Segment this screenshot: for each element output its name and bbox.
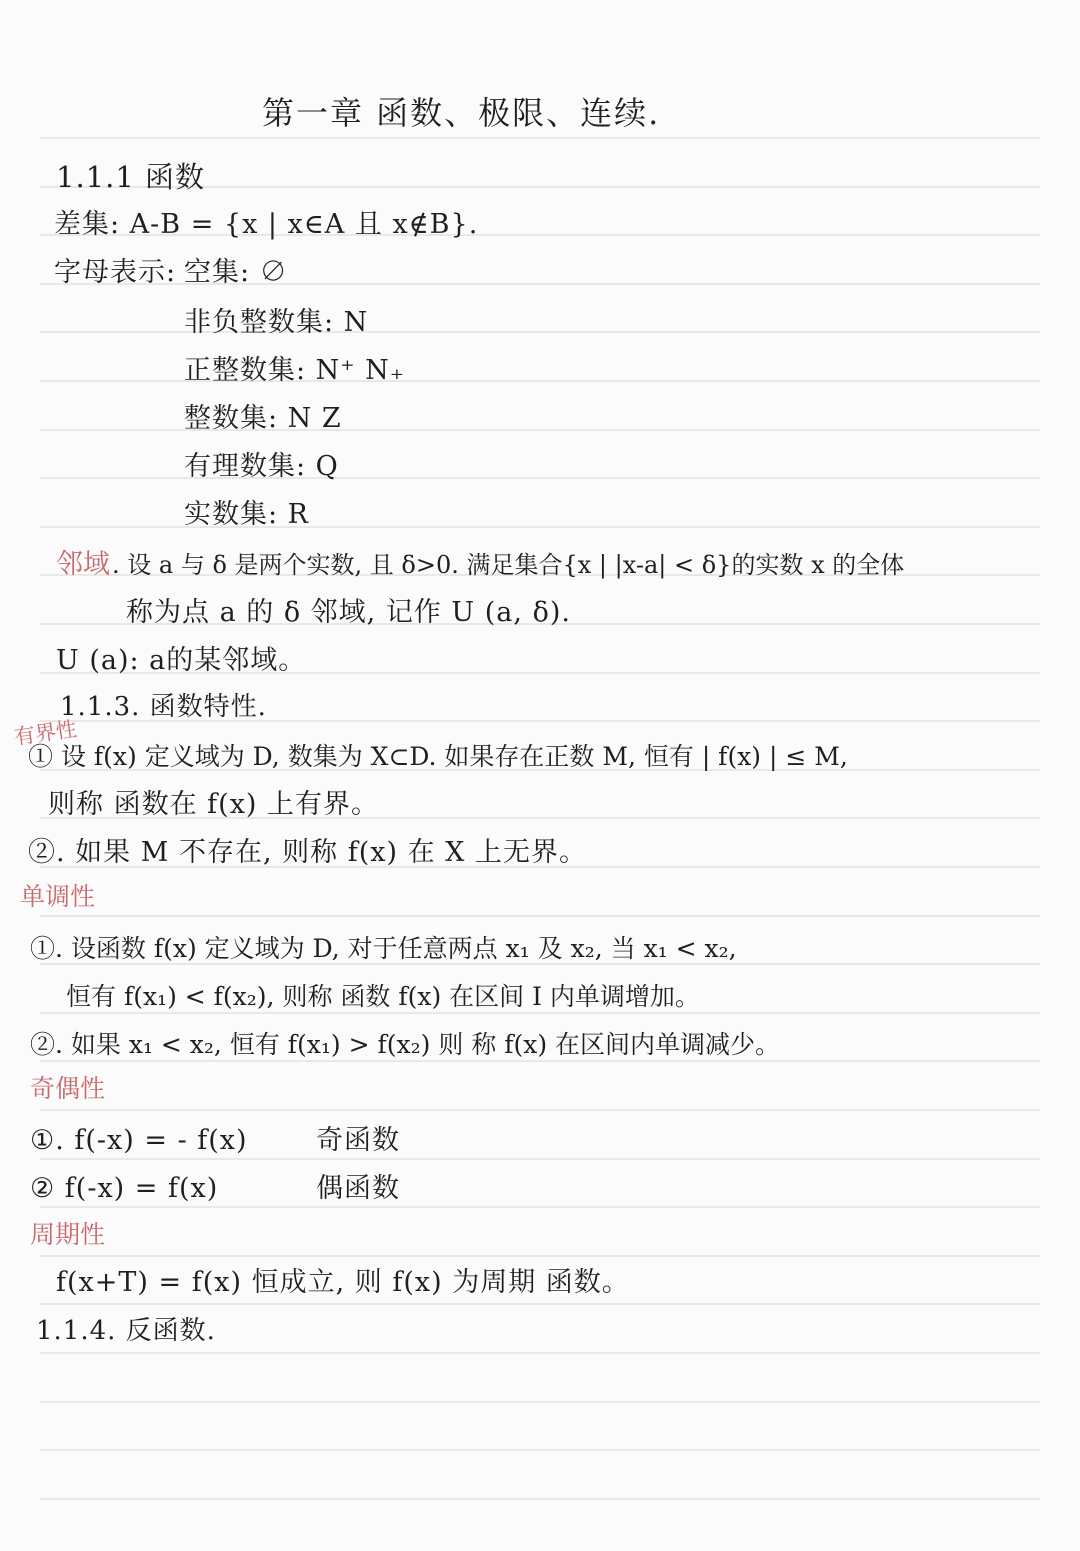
neighborhood-label: 邻域	[56, 549, 110, 580]
odd-formula: ①. f(-x) = - f(x)	[30, 1125, 248, 1156]
bounded-label: 有界性	[12, 716, 79, 750]
even-formula: ② f(-x) = f(x)	[30, 1173, 219, 1204]
section-1-1-1: 1.1.1 函数	[56, 160, 206, 194]
monotonic-line1: ①. 设函数 f(x) 定义域为 D, 对于任意两点 x₁ 及 x₂, 当 x₁ < x₂,	[30, 934, 737, 963]
integers: 整数集: N Z	[184, 403, 342, 434]
monotonic-line2: 恒有 f(x₁) < f(x₂), 则称 函数 f(x) 在区间 I 内单调增加。	[66, 982, 700, 1011]
monotonic-label: 单调性	[20, 882, 96, 911]
monotonic-line3: ②. 如果 x₁ < x₂, 恒有 f(x₁) > f(x₂) 则 称 f(x) 在区间内单调减少。	[30, 1030, 781, 1059]
bounded-line1: ① 设 f(x) 定义域为 D, 数集为 X⊂D. 如果存在正数 M, 恒有 | f(x) | ≤ M,	[28, 742, 848, 771]
parity-label: 奇偶性	[30, 1074, 106, 1103]
real-numbers: 实数集: R	[184, 499, 310, 530]
page-title: 第一章 函数、极限、连续.	[262, 94, 661, 132]
rational-numbers: 有理数集: Q	[184, 451, 339, 482]
neighborhood-line3: U (a): a的某邻域。	[56, 645, 307, 676]
notation-label: 字母表示:	[54, 257, 177, 288]
neighborhood-line1: . 设 a 与 δ 是两个实数, 且 δ>0. 满足集合{x | |x-a| < δ}的实数 x 的全体	[112, 551, 905, 579]
empty-set: 空集: ∅	[184, 257, 288, 288]
neighborhood-line2: 称为点 a 的 δ 邻域, 记作 U (a, δ).	[126, 597, 571, 628]
section-1-1-3: 1.1.3. 函数特性.	[60, 692, 267, 722]
bounded-line2: 则称 函数在 f(x) 上有界。	[48, 789, 380, 820]
nonneg-integers: 非负整数集: N	[184, 307, 369, 338]
difference-set: 差集: A-B = {x | x∈A 且 x∉B}.	[54, 209, 479, 240]
even-function: 偶函数	[316, 1173, 400, 1204]
positive-integers: 正整数集: N⁺ N₊	[184, 355, 406, 386]
periodic-line1: f(x+T) = f(x) 恒成立, 则 f(x) 为周期 函数。	[56, 1267, 630, 1298]
section-1-1-4: 1.1.4. 反函数.	[36, 1316, 216, 1346]
odd-function: 奇函数	[316, 1125, 400, 1156]
periodic-label: 周期性	[30, 1220, 106, 1249]
bounded-line3: ②. 如果 M 不存在, 则称 f(x) 在 X 上无界。	[28, 837, 587, 868]
